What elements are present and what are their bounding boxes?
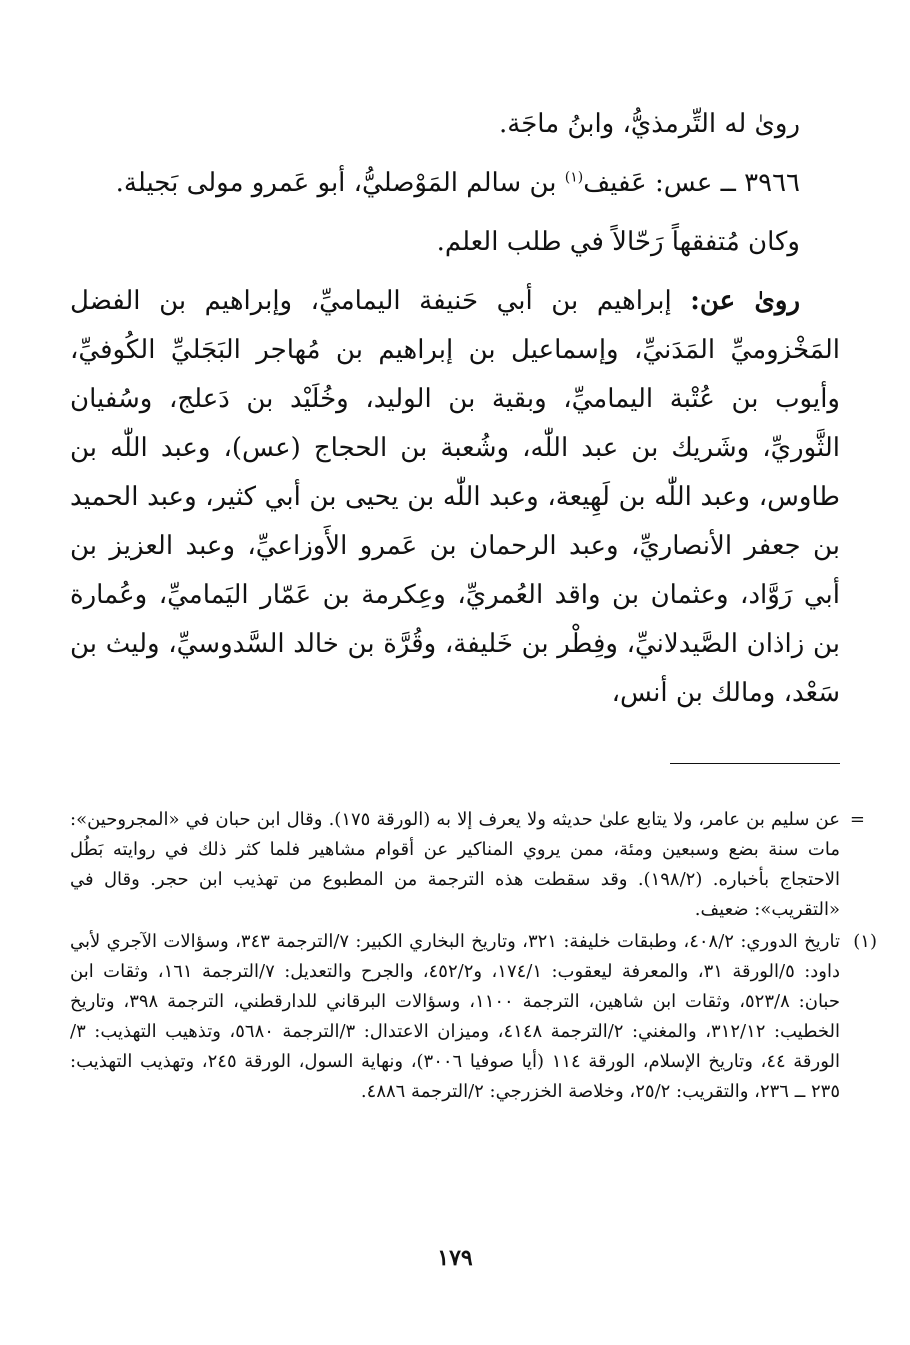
travel-line	[70, 218, 840, 267]
continuation-text: عن سليم بن عامر، ولا يتابع علىٰ حديثه ولا يعرف إلا به (الورقة ١٧٥). وقال ابن حبان في «المجروحين»: مات سنة بضع وسبعين ومئة، ممن يروي المناكير عن أقوام مشاهير فلما كثر ذلك في روايته بَطُل الاحتجاج بأخباره. (١٩٨/٢). وقد سقطت هذه الترجمة من المطبوع من تهذيب ابن حجر. وقال في «التقريب»: ضعيف.	[70, 809, 841, 920]
biography-entry-header	[70, 159, 840, 208]
continuation-mark: =	[849, 809, 865, 830]
entry-description: بن سالم المَوْصليُّ، أبو عَمرو مولى بَجيلة.	[115, 168, 557, 198]
footnote-1-text: تاريخ الدوري: ٤٠٨/٢، وطبقات خليفة: ٣٢١، وتاريخ البخاري الكبير: ٧/الترجمة ٣٤٣، وسؤالات الآجري لأبي داود: ٥/الورقة ٣١، والمعرفة ليعقوب: ١٧٤/١، و٤٥٢/٢، والجرح والتعديل: ٧/الترجمة ١٦١، وثقات ابن حبان: ٥٢٣/٨، وثقات ابن شاهين، الترجمة ١١٠٠، وسؤالات البرقاني للدارقطني، الترجمة ٣٩٨، وتاريخ الخطيب: ٣١٢/١٢، والمغني: ٢/الترجمة ٤١٤٨، وميزان الاعتدال: ٣/الترجمة ٥٦٨٠، وتذهيب التهذيب: ٣/الورقة ٤٤، وتاريخ الإسلام، الورقة ١١٤ (أيا صوفيا ٣٠٠٦)، ونهاية السول، الورقة ٢٤٥، وتهذيب التهذيب: ٢٣٥ ــ ٢٣٦، والتقريب: ٢٥/٢، وخلاصة الخزرجي: ٢/الترجمة ٤٨٨٦.	[70, 931, 841, 1102]
main-text	[70, 100, 840, 718]
footnotes-section	[70, 805, 877, 1107]
narration-line	[70, 100, 840, 149]
narrators-label: روىٰ عن:	[690, 286, 801, 316]
footnote-reference: (١)	[564, 169, 584, 186]
footnote-1-number: (١)	[853, 931, 877, 952]
entry-number: ٣٩٦٦ ــ	[720, 168, 800, 198]
footnote-1	[70, 927, 877, 1107]
page-number: ١٧٩	[437, 1245, 473, 1271]
narrators-list: إبراهيم بن أبي حَنيفة اليماميِّ، وإبراهيم بن الفضل المَخْزوميِّ المَدَنيِّ، وإسماعيل بن إبراهيم بن مُهاجر البَجَليِّ الكُوفيِّ، وأيوب بن عُتْبة اليماميِّ، وبقية بن الوليد، وخُلَيْد بن دَعلج، وسُفيان الثَّوريِّ، وشَريك بن عبد اللّٰه، وشُعبة بن الحجاج (عس)، وعبد اللّٰه بن طاوس، وعبد اللّٰه بن لَهِيعة، وعبد اللّٰه بن يحيى بن أبي كثير، وعبد الحميد بن جعفر الأنصاريِّ، وعبد الرحمان بن عَمرو الأَوزاعيِّ، وعبد العزيز بن أبي رَوَّاد، وعثمان بن واقد العُمريِّ، وعِكرمة بن عَمّار اليَماميِّ، وعُمارة بن زاذان الصَّيدلانيِّ، وفِطْر بن خَليفة، وقُرَّة بن خالد السَّدوسيِّ، وليث بن سَعْد، ومالك بن أنس،	[70, 286, 840, 708]
footnote-divider	[670, 763, 840, 764]
travel-text: وكان مُتفقهاً رَحّالاً في طلب العلم.	[436, 227, 800, 257]
entry-symbol: عس:	[654, 168, 713, 198]
narration-text: روىٰ له التِّرمذيُّ، وابنُ ماجَة.	[499, 109, 800, 139]
entry-name: عَفيف	[583, 168, 647, 198]
narrators-paragraph	[70, 277, 840, 718]
footnote-continuation	[70, 805, 865, 925]
